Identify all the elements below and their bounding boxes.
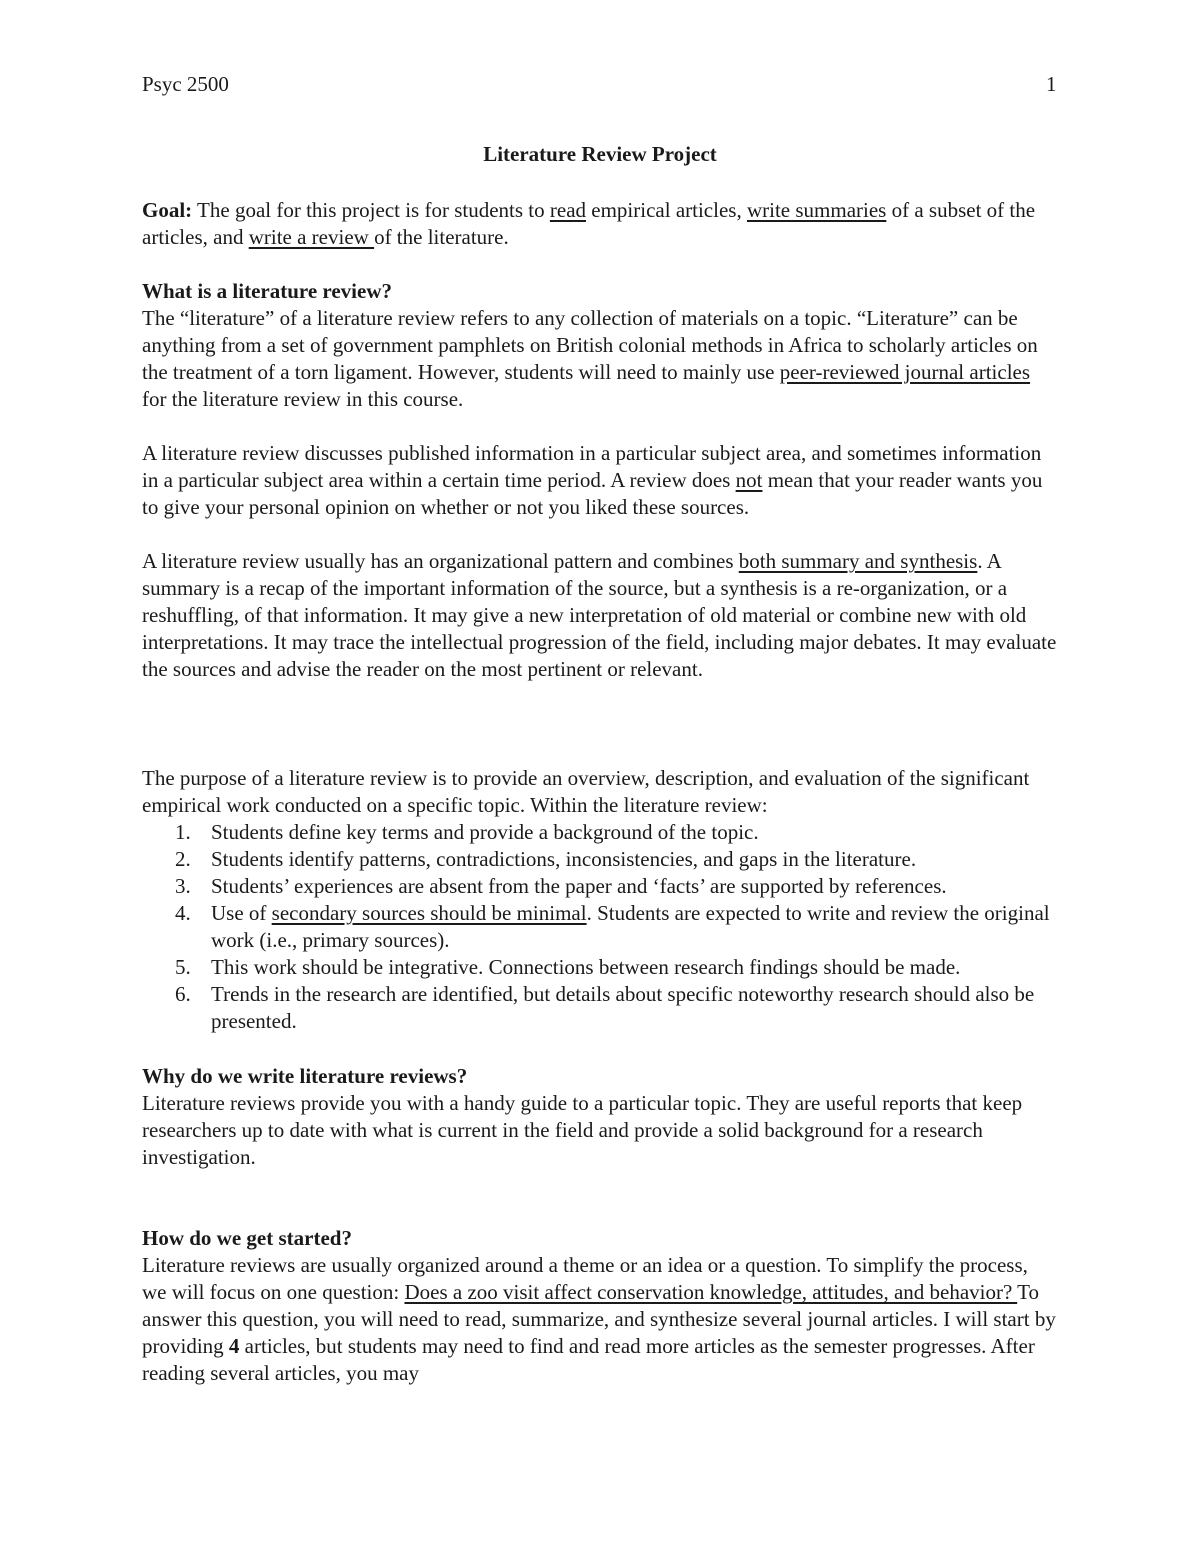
list-text: Students’ experiences are absent from the paper and ‘facts’ are supported by references.: [211, 874, 947, 898]
goal-text: The goal for this project is for students to: [192, 198, 550, 222]
why-section: [142, 1063, 1057, 1171]
text: To answer this question, you will need to read, summarize, and synthesize several journal articles. I will start by providing: [142, 1280, 1056, 1358]
text: The “literature” of a literature review refers to any collection of materials on a topic. “Literature” can be anything from a set of government pamphlets on British colonial methods in Africa to scholarly articles on the treatment of a torn ligament. However, students will need to mainly use: [142, 306, 1038, 384]
list-text: . Students are expected to write and review the original work (i.e., primary sources).: [211, 901, 1050, 952]
list-item: [142, 873, 1057, 900]
how-section: [142, 1225, 1057, 1387]
what-paragraph-1: [142, 305, 1057, 413]
text: Literature reviews are usually organized around a theme or an idea or a question. To simplify the process, we will focus on one question:: [142, 1253, 1028, 1304]
list-number: 4.: [175, 901, 191, 925]
what-paragraph-3: [142, 548, 1057, 683]
why-body: Literature reviews provide you with a handy guide to a particular topic. They are useful reports that keep researchers up to date with what is current in the field and provide a solid background for a research investigation.: [142, 1091, 1023, 1169]
list-number: 3.: [175, 874, 191, 898]
what-paragraph-2: [142, 440, 1057, 521]
list-number: 6.: [175, 982, 191, 1006]
text: for the literature review in this course.: [142, 387, 464, 411]
summary-synthesis-underline: both summary and synthesis: [738, 549, 978, 573]
goal-text: of a subset of the articles, and: [142, 198, 1036, 249]
purpose-intro: The purpose of a literature review is to provide an overview, description, and evaluation of the significant empirical work conducted on a specific topic. Within the literature review:: [142, 766, 1030, 817]
list-number: 1.: [175, 820, 191, 844]
text: articles, but students may need to find and read more articles as the semester progresses. After reading several articles, you may: [142, 1334, 1035, 1385]
page-number: 1: [1046, 72, 1057, 96]
purpose-list: [142, 819, 1057, 1035]
not-underline: not: [735, 468, 763, 492]
text: . A summary is a recap of the important information of the source, but a synthesis is a re-organization, or a reshuffling, of that information. It may give a new interpretation of old material or combine new with old interpretations. It may trace the intellectual progression of the field, including major debates. It may evaluate the sources and advise the reader on the most pertinent or relevant.: [142, 549, 1057, 681]
list-text: Use of: [211, 901, 272, 925]
list-item: [142, 819, 1057, 846]
list-item: [142, 981, 1057, 1035]
list-text: Trends in the research are identified, but details about specific noteworthy research should also be presented.: [211, 982, 1035, 1033]
research-question-underline: Does a zoo visit affect conservation knowledge, attitudes, and behavior?: [404, 1280, 1018, 1304]
goal-read-underline: read: [549, 198, 587, 222]
how-heading: How do we get started?: [142, 1226, 352, 1250]
goal-text: of the literature.: [374, 225, 509, 249]
article-count: 4: [228, 1334, 240, 1358]
text: mean that your reader wants you to give your personal opinion on whether or not you liked these sources.: [142, 468, 1043, 519]
list-item: [142, 900, 1057, 954]
list-number: 5.: [175, 955, 191, 979]
list-text: Students identify patterns, contradictions, inconsistencies, and gaps in the literature.: [211, 847, 917, 871]
goal-label: Goal:: [142, 198, 193, 222]
page-title: Literature Review Project: [483, 142, 717, 166]
goal-text: empirical articles,: [586, 198, 747, 222]
peer-reviewed-underline: peer-reviewed journal articles: [779, 360, 1031, 384]
text: A literature review discusses published information in a particular subject area, and sometimes information in a particular subject area within a certain time period. A review does: [142, 441, 1042, 492]
why-heading: Why do we write literature reviews?: [142, 1064, 468, 1088]
purpose-section: [142, 765, 1057, 1035]
course-header: Psyc 2500: [142, 72, 229, 96]
list-item: [142, 954, 1057, 981]
secondary-sources-underline: secondary sources should be minimal: [271, 901, 587, 925]
goal-write-summaries-underline: write summaries: [746, 198, 887, 222]
list-text: Students define key terms and provide a background of the topic.: [211, 820, 759, 844]
goal-paragraph: [142, 197, 1057, 251]
what-heading: What is a literature review?: [142, 279, 393, 303]
what-section: [142, 278, 1057, 413]
list-number: 2.: [175, 847, 191, 871]
how-body: [142, 1252, 1057, 1387]
goal-write-review-underline: write a review: [248, 225, 375, 249]
text: A literature review usually has an organizational pattern and combines: [142, 549, 739, 573]
list-item: [142, 846, 1057, 873]
list-text: This work should be integrative. Connections between research findings should be made.: [211, 955, 961, 979]
